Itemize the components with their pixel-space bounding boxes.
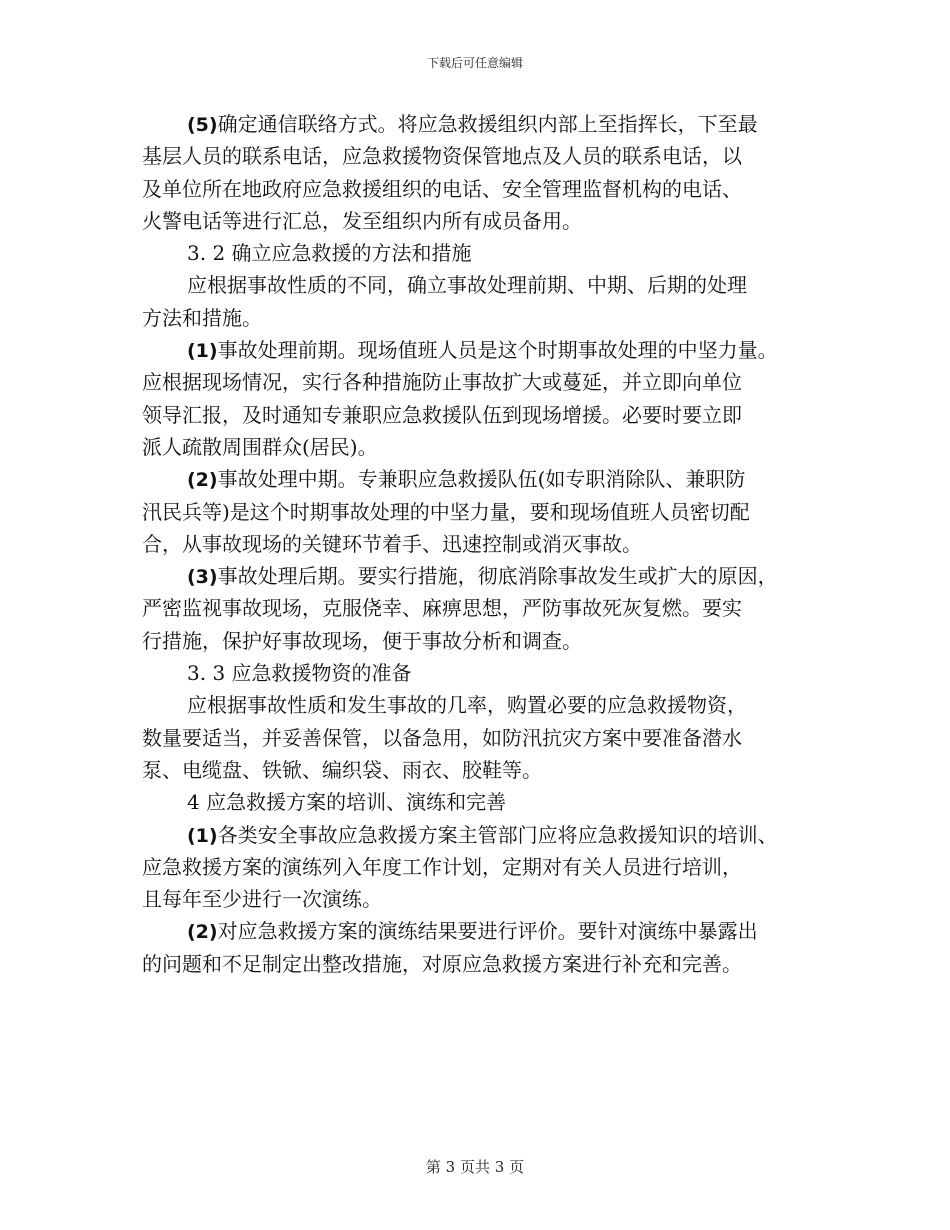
page-number: 第 3 页共 3 页	[425, 1158, 525, 1176]
line-text: 事故处理后期。要实行措施，彻底消除事故发生或扩大的原因，	[217, 564, 778, 589]
paragraph-line: 泵、电缆盘、铁锨、编织袋、雨衣、胶鞋等。	[142, 757, 542, 782]
paragraph-line: 方法和措施。	[142, 305, 262, 330]
list-marker: (2)	[187, 469, 218, 492]
paragraph-line: 汛民兵等)是这个时期事故处理的中坚力量，要和现场值班人员密切配	[142, 499, 750, 524]
paragraph-line	[142, 334, 832, 366]
list-marker: (2)	[187, 921, 218, 944]
paragraph-line: 的问题和不足制定出整改措施，对原应急救援方案进行补充和完善。	[142, 951, 742, 976]
paragraph-line: 严密监视事故现场，克服侥幸、麻痹思想，严防事故死灰复燃。要实	[142, 596, 742, 621]
section-heading-3-2	[142, 237, 832, 269]
paragraph-line: 基层人员的联系电话，应急救援物资保管地点及人员的联系电话，以	[142, 144, 742, 169]
paragraph-item-5-communication	[142, 108, 832, 237]
paragraph-line: 应急救援方案的演练列入年度工作计划，定期对有关人员进行培训，	[142, 854, 742, 879]
heading-text: 3. 3 应急救援物资的准备	[187, 661, 412, 686]
paragraph-line: 合，从事故现场的关键环节着手、迅速控制或消灭事故。	[142, 531, 642, 556]
paragraph-line	[142, 108, 832, 140]
section-heading-3-3	[142, 657, 832, 689]
section-heading-4	[142, 786, 832, 818]
list-marker: (1)	[187, 824, 218, 847]
paragraph-line: 领导汇报，及时通知专兼职应急救援队伍到现场增援。必要时要立即	[142, 402, 742, 427]
paragraph-item-3-late-stage	[142, 560, 832, 657]
paragraph-line: 应根据事故性质的不同，确立事故处理前期、中期、后期的处理	[187, 273, 747, 298]
line-text: 事故处理中期。专兼职应急救援队伍(如专职消除队、兼职防	[217, 467, 746, 492]
paragraph-line: 派人疏散周围群众(居民)。	[142, 434, 378, 459]
paragraph-line: 火警电话等进行汇总，发至组织内所有成员备用。	[142, 208, 582, 233]
paragraph-line: 且每年至少进行一次演练。	[142, 887, 382, 912]
line-text: 确定通信联络方式。将应急救援组织内部上至指挥长，下至最	[217, 112, 758, 136]
paragraph-item-2-evaluation	[142, 915, 832, 980]
list-marker: (3)	[187, 566, 218, 589]
heading-text: 3. 2 确立应急救援的方法和措施	[187, 241, 472, 266]
paragraph-line	[142, 463, 832, 495]
paragraph-line	[142, 560, 832, 592]
paragraph-item-1-training	[142, 819, 832, 916]
paragraph-item-2-middle-stage	[142, 463, 832, 560]
paragraph-line: 应根据事故性质和发生事故的几率，购置必要的应急救援物资，	[187, 693, 747, 718]
paragraph-item-1-early-stage	[142, 334, 832, 463]
heading-text: 4 应急救援方案的培训、演练和完善	[187, 790, 507, 815]
paragraph-line	[142, 915, 832, 947]
paragraph-line	[142, 819, 832, 851]
line-text: 对应急救援方案的演练结果要进行评价。要针对演练中暴露出	[217, 919, 758, 944]
list-marker: (5)	[187, 114, 218, 136]
document-body	[142, 108, 832, 980]
list-marker: (1)	[187, 340, 218, 363]
paragraph-3-3-materials	[142, 689, 832, 786]
line-text: 各类安全事故应急救援方案主管部门应将应急救援知识的培训、	[217, 822, 778, 847]
paragraph-line: 应根据现场情况，实行各种措施防止事故扩大或蔓延，并立即向单位	[142, 370, 742, 395]
page-header: 下载后可任意编辑	[426, 56, 523, 70]
line-text: 事故处理前期。现场值班人员是这个时期事故处理的中坚力量。	[217, 338, 778, 363]
paragraph-line: 数量要适当，并妥善保管，以备急用，如防汛抗灾方案中要准备潜水	[142, 725, 742, 750]
paragraph-line: 行措施，保护好事故现场，便于事故分析和调查。	[142, 628, 582, 653]
paragraph-line: 及单位所在地政府应急救援组织的电话、安全管理监督机构的电话、	[142, 176, 742, 201]
paragraph-3-2-intro	[142, 269, 832, 334]
